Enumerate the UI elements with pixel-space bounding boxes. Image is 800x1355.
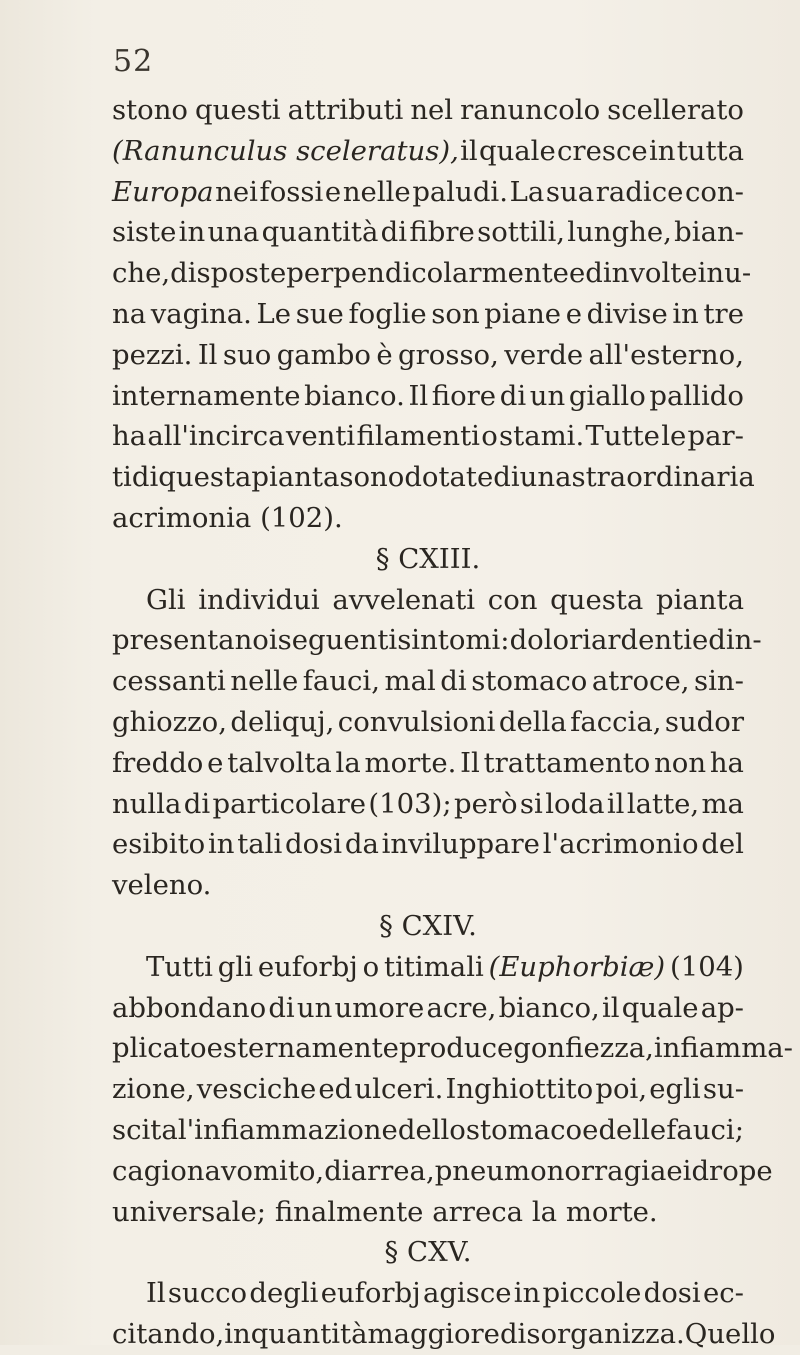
word: o <box>362 950 380 983</box>
word: i <box>268 624 278 657</box>
word: di <box>131 461 159 494</box>
word: euforbj <box>257 950 358 983</box>
word: sue <box>295 297 344 330</box>
word: (Euphorbiæ) <box>488 950 666 983</box>
text-line <box>112 212 744 253</box>
word: ardenti <box>591 624 692 657</box>
word: sua <box>545 175 595 208</box>
text-line <box>112 702 744 743</box>
section-heading: § CXIV. <box>379 909 477 942</box>
text-line <box>112 620 762 661</box>
word: ma <box>701 787 744 820</box>
text-line <box>112 1314 776 1355</box>
word: titimali <box>384 950 484 983</box>
word: una <box>207 216 260 249</box>
word: cresce <box>557 134 648 167</box>
word: Il <box>408 379 429 412</box>
word: il <box>601 991 620 1024</box>
word: dosi <box>285 828 343 861</box>
word: dotate <box>404 461 494 494</box>
word: involte <box>602 257 698 290</box>
word: e <box>324 175 342 208</box>
word: abbondano <box>112 991 267 1024</box>
word: vesciche <box>196 1073 317 1106</box>
word: o <box>481 420 498 453</box>
word: morte. <box>565 1195 658 1228</box>
word: succo <box>167 1277 248 1310</box>
word: nulla <box>112 787 182 820</box>
word: di <box>499 379 527 412</box>
word: Gli <box>146 583 186 616</box>
word: questi <box>195 94 281 126</box>
text-line <box>112 172 744 213</box>
text-line <box>112 457 755 498</box>
word: umore <box>334 991 425 1024</box>
word: ti <box>112 461 132 494</box>
word: acrimonia <box>112 501 252 534</box>
word: sudor <box>664 705 744 738</box>
word: Le <box>256 297 292 330</box>
text-line <box>112 90 744 131</box>
word: su- <box>702 1073 744 1106</box>
text-line <box>112 947 744 988</box>
word: sono <box>339 461 405 494</box>
word: radice <box>595 175 684 208</box>
word: stomaco <box>465 1113 583 1146</box>
word: atroce, <box>591 665 690 698</box>
word: u- <box>724 257 752 290</box>
text-line <box>112 1110 744 1151</box>
word: talvolta <box>227 746 332 779</box>
word: bianco. <box>304 379 405 412</box>
word: trattamento <box>483 746 651 779</box>
word: degli <box>249 1277 319 1310</box>
word: sintomi: <box>397 624 510 657</box>
word: da <box>344 828 379 861</box>
word: fiore <box>431 379 497 412</box>
text-line <box>112 253 752 294</box>
word: acre, <box>426 991 497 1024</box>
word: un <box>529 379 566 412</box>
text-line <box>112 743 744 784</box>
word: bianco, <box>498 991 600 1024</box>
word: paludi. <box>412 175 508 208</box>
word: (Ranunculus sceleratus), <box>112 134 459 167</box>
word: in <box>513 1277 541 1310</box>
word: euforbj <box>320 1277 421 1310</box>
word: ed <box>568 257 603 290</box>
word: in <box>697 257 725 290</box>
word: e <box>207 746 224 779</box>
word: latte, <box>626 787 700 820</box>
word: piccole <box>542 1277 642 1310</box>
word: una <box>519 461 572 494</box>
word: veleno. <box>112 869 212 902</box>
word: tali <box>237 828 283 861</box>
word: Tutti <box>146 950 213 983</box>
word: cagiona <box>112 1154 221 1187</box>
word: morte. <box>364 746 457 779</box>
word: Europa <box>112 175 214 208</box>
text-line <box>112 294 744 335</box>
text-line <box>112 1192 744 1233</box>
word: in- <box>725 624 762 657</box>
section-heading: § CXV. <box>384 1236 472 1269</box>
word: però <box>453 787 518 820</box>
word: piane <box>484 297 562 330</box>
word: l'acrimonio <box>542 828 699 861</box>
word: sin- <box>693 665 744 698</box>
word: agisce <box>422 1277 512 1310</box>
word: zione, <box>112 1073 195 1106</box>
word: in <box>224 1317 251 1350</box>
word: individui <box>198 583 320 616</box>
word: son <box>431 297 480 330</box>
word: giallo <box>568 379 646 412</box>
word: che, <box>112 257 171 290</box>
text-line <box>112 580 744 621</box>
word: fibre <box>409 216 475 249</box>
word: diarrea, <box>324 1154 435 1187</box>
word: inviluppare <box>381 828 540 861</box>
word: loda <box>545 787 605 820</box>
word: lunghe, <box>567 216 672 249</box>
word: fossi <box>259 175 324 208</box>
word: verde <box>504 338 584 371</box>
word: filamenti <box>356 420 480 453</box>
word: del <box>701 828 744 861</box>
word: con <box>487 583 538 616</box>
word: straordinaria <box>571 461 755 494</box>
word: disorganizza. <box>499 1317 685 1350</box>
word: quale <box>621 991 699 1024</box>
word: Inghiottito <box>445 1073 594 1106</box>
word: grosso, <box>398 338 499 371</box>
word: attributi <box>287 94 404 126</box>
text-line <box>112 335 744 376</box>
word: gli <box>217 950 253 983</box>
word: maggiore <box>367 1317 500 1350</box>
word: particolare <box>212 787 367 820</box>
word: disposte <box>170 257 287 290</box>
word: foglie <box>348 297 427 330</box>
word: all'incirca <box>147 420 285 453</box>
word: la <box>531 1195 558 1228</box>
text-line <box>112 1028 793 1069</box>
word: dolori <box>509 624 592 657</box>
word: questa <box>550 583 644 616</box>
word: e <box>582 1113 599 1146</box>
word: ghiozzo, <box>112 705 227 738</box>
word: fauci; <box>666 1113 744 1146</box>
word: si <box>519 787 543 820</box>
text-line <box>112 784 744 825</box>
page-text <box>112 90 793 1355</box>
word: faccia, <box>570 705 662 738</box>
word: in <box>672 297 699 330</box>
word: ha <box>112 420 147 453</box>
word: presentano <box>112 624 269 657</box>
word: idrope <box>682 1154 773 1187</box>
word: non <box>654 746 707 779</box>
word: in <box>648 134 676 167</box>
word: par- <box>687 420 744 453</box>
word: ap- <box>700 991 744 1024</box>
text-line <box>112 865 744 906</box>
word: convulsioni <box>337 705 496 738</box>
word: (102). <box>260 501 343 534</box>
word: infiamma- <box>653 1032 793 1065</box>
text-line <box>112 988 744 1029</box>
word: La <box>509 175 545 208</box>
word: nel <box>410 94 454 126</box>
word: è <box>376 338 393 371</box>
word: poi, <box>595 1073 648 1106</box>
word: vomito, <box>220 1154 325 1187</box>
word: citando, <box>112 1317 225 1350</box>
word: pianta <box>251 461 340 494</box>
word: Il <box>460 746 480 779</box>
word: freddo <box>112 746 204 779</box>
word: produce <box>398 1032 514 1065</box>
word: in <box>207 828 235 861</box>
word: ulceri. <box>354 1073 444 1106</box>
word: tre <box>703 297 744 330</box>
word: egli <box>649 1073 701 1106</box>
word: di <box>440 665 467 698</box>
word: na <box>112 297 147 330</box>
word: ranuncolo <box>460 94 601 126</box>
word: pneumonorragia <box>434 1154 667 1187</box>
word: dosi <box>643 1277 701 1310</box>
word: nelle <box>342 175 411 208</box>
word: pallido <box>649 379 744 412</box>
word: stami. <box>499 420 585 453</box>
text-line <box>112 416 744 457</box>
word: nei <box>215 175 258 208</box>
word: sottili, <box>477 216 565 249</box>
word: pezzi. <box>112 338 193 371</box>
word: quale <box>478 134 556 167</box>
word: ed <box>318 1073 353 1106</box>
word: bian- <box>674 216 744 249</box>
word: venti <box>285 420 356 453</box>
word: nelle <box>230 665 299 698</box>
word: esibito <box>112 828 206 861</box>
word: di <box>268 991 295 1024</box>
word: questa <box>158 461 252 494</box>
word: tutta <box>676 134 744 167</box>
word: Il <box>146 1277 166 1310</box>
word: deliquj, <box>230 705 335 738</box>
text-line <box>112 1069 744 1110</box>
word: universale; <box>112 1195 267 1228</box>
word: Tutte <box>585 420 660 453</box>
word: di <box>493 461 520 494</box>
word: all'esterno, <box>588 338 744 371</box>
word: ha <box>709 746 744 779</box>
word: avvelenati <box>332 583 476 616</box>
word: di <box>380 216 408 249</box>
word: delle <box>598 1113 667 1146</box>
word: fauci, <box>302 665 380 698</box>
word: siste <box>112 216 177 249</box>
word: mal <box>384 665 436 698</box>
word: (103); <box>368 787 452 820</box>
word: gonfiezza, <box>513 1032 654 1065</box>
page-number: 52 <box>113 44 154 79</box>
word: l'infiammazione <box>177 1113 398 1146</box>
word: di <box>183 787 211 820</box>
word: un <box>296 991 333 1024</box>
text-line <box>112 824 744 865</box>
word: scita <box>112 1113 178 1146</box>
word: vagina. <box>150 297 252 330</box>
text-line <box>112 1151 773 1192</box>
section-heading: § CXIII. <box>375 542 481 575</box>
text-line <box>112 131 744 172</box>
word: divise <box>586 297 668 330</box>
word: finalmente <box>274 1195 424 1228</box>
word: cessanti <box>112 665 226 698</box>
word: (104) <box>669 950 744 983</box>
word: e <box>565 297 582 330</box>
word: plicato <box>112 1032 207 1065</box>
word: con- <box>685 175 744 208</box>
word: dello <box>397 1113 466 1146</box>
word: Quello <box>684 1317 776 1350</box>
text-line <box>112 661 744 702</box>
word: il <box>460 134 478 167</box>
word: della <box>498 705 567 738</box>
word: il <box>606 787 625 820</box>
text-line <box>112 498 744 539</box>
word: pianta <box>656 583 744 616</box>
word: scellerato <box>607 94 744 126</box>
word: quantità <box>261 216 379 249</box>
word: stomaco <box>471 665 588 698</box>
word: e <box>666 1154 683 1187</box>
word: arreca <box>432 1195 524 1228</box>
word: perpendicolarmente <box>286 257 569 290</box>
word: seguenti <box>277 624 398 657</box>
word: ed <box>692 624 726 657</box>
word: suo <box>222 338 272 371</box>
word: la <box>335 746 361 779</box>
word: gambo <box>276 338 371 371</box>
word: esternamente <box>206 1032 399 1065</box>
word: internamente <box>112 379 301 412</box>
word: quantità <box>250 1317 368 1350</box>
word: in <box>178 216 206 249</box>
word: le <box>661 420 687 453</box>
word: stono <box>112 94 188 126</box>
text-line <box>112 376 744 417</box>
word: ec- <box>702 1277 744 1310</box>
word: Il <box>197 338 218 371</box>
text-line <box>112 1273 744 1314</box>
